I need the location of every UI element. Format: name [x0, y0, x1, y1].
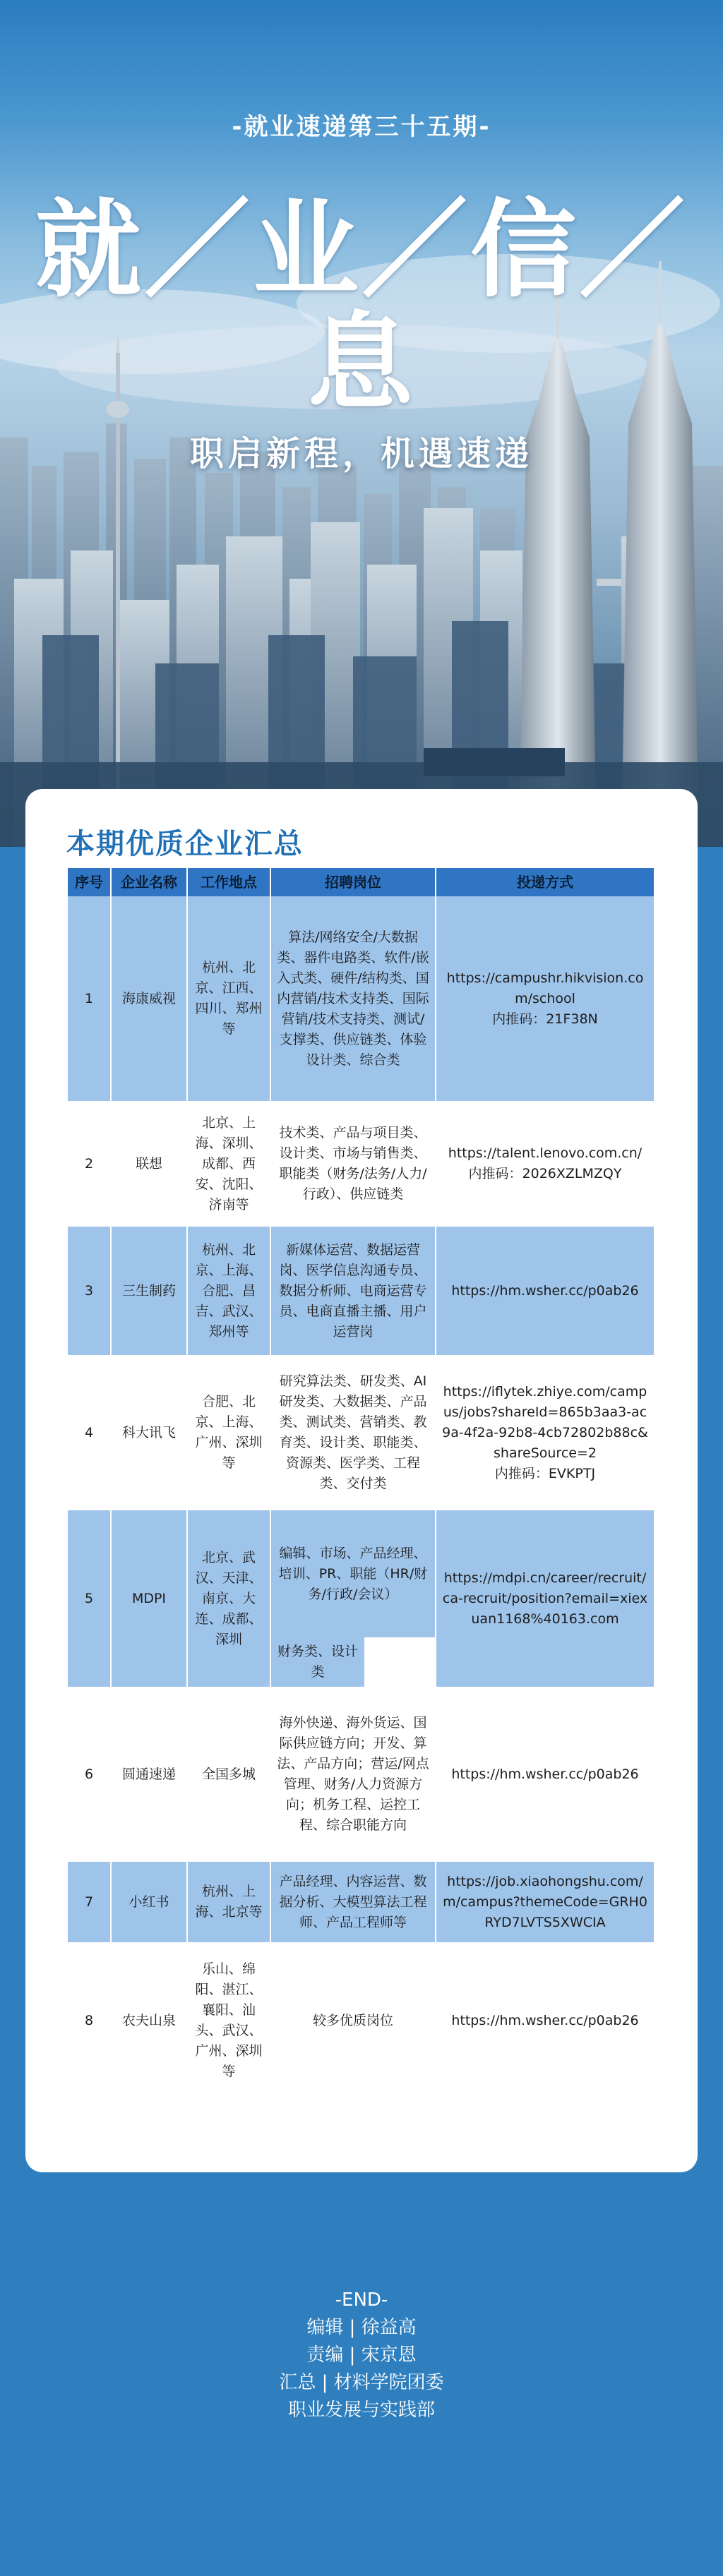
- table-row: [68, 1862, 655, 1942]
- table-row: [68, 1227, 655, 1355]
- table-row: [68, 1942, 655, 2099]
- editor-credit: 编辑 | 徐益高: [306, 2317, 417, 2338]
- company-name: 小红书: [112, 1862, 188, 1942]
- application-link[interactable]: https://mdpi.cn/career/recruit/ca-recruit/position?email=xiexuan1168%40163.com: [436, 1510, 655, 1687]
- table-row: [68, 1687, 655, 1862]
- application-link[interactable]: https://hm.wsher.cc/p0ab26: [436, 1227, 655, 1355]
- column-header: 投递方式: [436, 868, 655, 896]
- job-positions: 海外快递、海外货运、国际供应链方向；开发、算法、产品方向；营运/网点管理、财务/人力资源方向；机务工程、运控工程、综合职能方向: [271, 1687, 436, 1862]
- work-location: 乐山、绵阳、湛江、襄阳、汕头、武汉、广州、深圳等: [188, 1942, 271, 2099]
- work-location: 全国多城: [188, 1687, 271, 1862]
- company-name: 三生制药: [112, 1227, 188, 1355]
- company-name: MDPI: [112, 1510, 188, 1687]
- row-number: 4: [68, 1355, 112, 1510]
- row-number: 8: [68, 1942, 112, 2099]
- company-name: 联想: [112, 1101, 188, 1227]
- hero-banner: [0, 0, 723, 847]
- column-header: 招聘岗位: [271, 868, 436, 896]
- page-slogan: 职启新程，机遇速递: [189, 434, 533, 474]
- application-link[interactable]: https://campushr.hikvision.com/school 内推码：21F38N: [436, 896, 655, 1101]
- table-row: [68, 1101, 655, 1227]
- job-positions: 算法/网络安全/大数据类、器件电路类、软件/嵌入式类、硬件/结构类、国内营销/技术支持类、国际营销/技术支持类、测试/支撑类、供应链类、体验设计类、综合类: [271, 896, 436, 1101]
- company-summary-card: [25, 789, 698, 2172]
- work-location: 合肥、北京、上海、广州、深圳等: [188, 1355, 271, 1510]
- table-header-row: [68, 868, 655, 896]
- page-title: 就／业／信／息: [35, 189, 688, 425]
- end-marker: -END-: [335, 2289, 388, 2311]
- chief-editor-credit: 责编 | 宋京恩: [306, 2345, 417, 2366]
- row-number: 3: [68, 1227, 112, 1355]
- job-positions: 研究算法类、研发类、AI研发类、大数据类、产品类、测试类、营销类、教育类、设计类、职能类、资源类、医学类、工程类、交付类: [271, 1355, 436, 1510]
- issue-label: -就业速递第三十五期-: [232, 113, 491, 141]
- company-name: 海康威视: [112, 896, 188, 1101]
- job-positions: 技术类、产品与项目类、设计类、市场与销售类、职能类（财务/法务/人力/行政）、供应链类: [271, 1101, 436, 1227]
- application-link[interactable]: https://job.xiaohongshu.com/m/campus?themeCode=GRH0RYD7LVTS5XWCIA: [436, 1862, 655, 1942]
- row-number: 1: [68, 896, 112, 1101]
- application-link[interactable]: https://talent.lenovo.com.cn/ 内推码：2026XZLMZQY: [436, 1101, 655, 1227]
- work-location: 杭州、上海、北京等: [188, 1862, 271, 1942]
- footer-credits: [0, 2287, 723, 2424]
- column-header: 企业名称: [112, 868, 188, 896]
- company-name: 圆通速递: [112, 1687, 188, 1862]
- column-header: 序号: [68, 868, 112, 896]
- row-number: 2: [68, 1101, 112, 1227]
- work-location: 北京、武汉、天津、南京、大连、成都、深圳: [188, 1510, 271, 1687]
- job-positions: 产品经理、内容运营、数据分析、大模型算法工程师、产品工程师等: [271, 1862, 436, 1942]
- work-location: 北京、上海、深圳、成都、西安、沈阳、济南等: [188, 1101, 271, 1227]
- department-credit: 职业发展与实践部: [287, 2400, 435, 2421]
- row-number: 7: [68, 1862, 112, 1942]
- application-link[interactable]: https://hm.wsher.cc/p0ab26: [436, 1687, 655, 1862]
- table-row: [68, 1355, 655, 1510]
- company-name: 科大讯飞: [112, 1355, 188, 1510]
- work-location: 杭州、北京、上海、合肥、昌吉、武汉、郑州等: [188, 1227, 271, 1355]
- table-row: [68, 896, 655, 1101]
- row-number: 5: [68, 1510, 112, 1687]
- work-location: 杭州、北京、江西、四川、郑州等: [188, 896, 271, 1101]
- job-positions: 较多优质岗位: [271, 1942, 436, 2099]
- company-name: 农夫山泉: [112, 1942, 188, 2099]
- column-header: 工作地点: [188, 868, 271, 896]
- job-positions: 编辑、市场、产品经理、培训、PR、职能（HR/财务/行政/会议）: [271, 1510, 436, 1637]
- job-positions: 新媒体运营、数据运营岗、医学信息沟通专员、数据分析师、电商运营专员、电商直播主播、用户运营岗: [271, 1227, 436, 1355]
- row-number: 6: [68, 1687, 112, 1862]
- table-row: [68, 1510, 655, 1687]
- job-positions-extra: 财务类、设计类: [271, 1637, 366, 1687]
- application-link[interactable]: https://iflytek.zhiye.com/campus/jobs?shareId=865b3aa3-ac9a-4f2a-92b8-4cb72802b88c&shareSource=2 内推码：EVKPTJ: [436, 1355, 655, 1510]
- card-title: 本期优质企业汇总: [66, 828, 304, 860]
- summary-credit: 汇总 | 材料学院团委: [279, 2372, 444, 2393]
- application-link[interactable]: https://hm.wsher.cc/p0ab26: [436, 1942, 655, 2099]
